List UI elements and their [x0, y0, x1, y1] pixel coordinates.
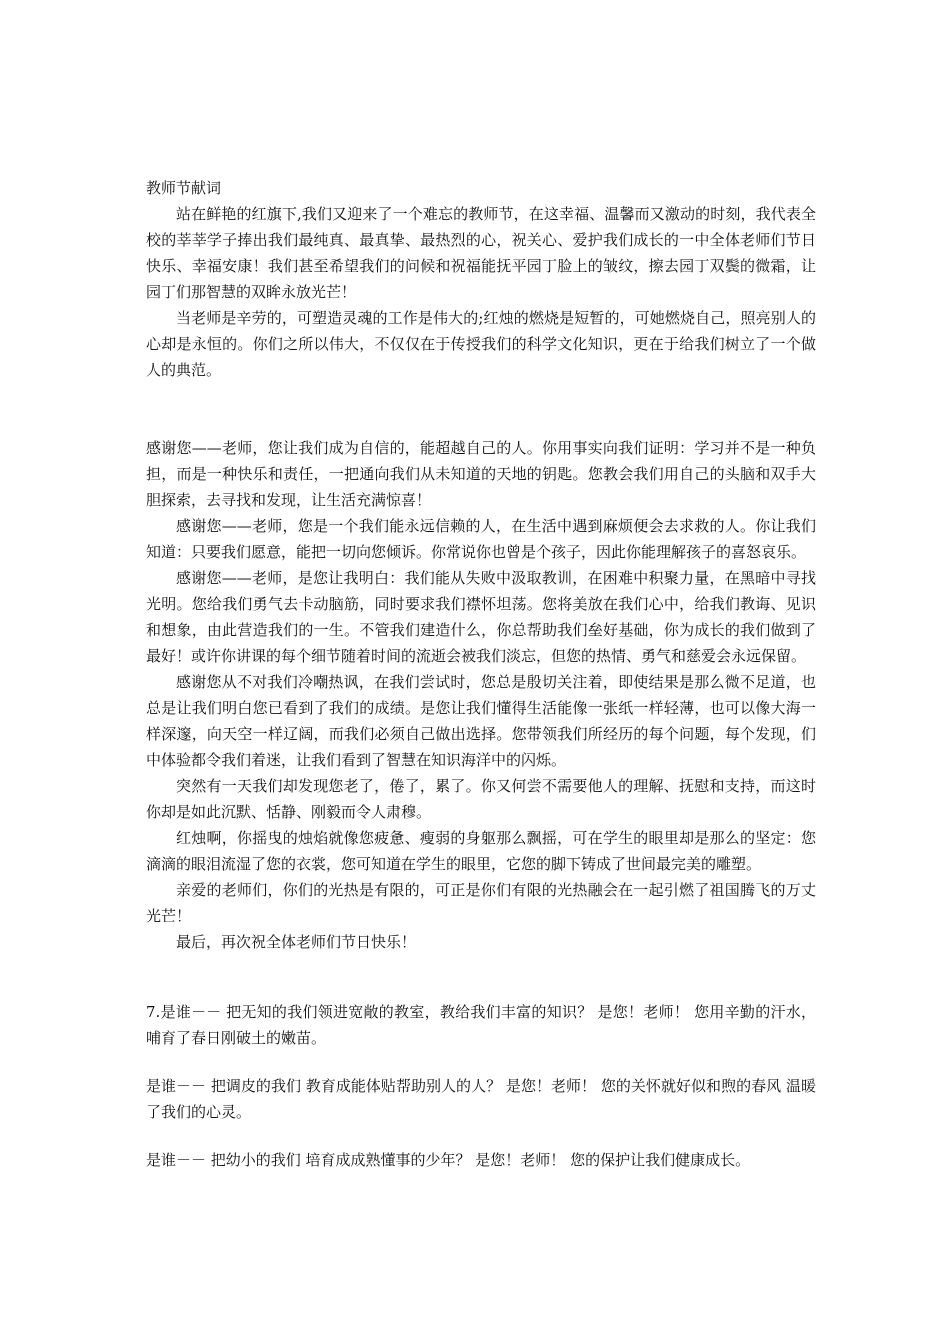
document-title: 教师节献词: [146, 179, 222, 197]
paragraph: 感谢您从不对我们冷嘲热讽，在我们尝试时，您总是殷切关注着，即使结果是那么微不足道，也总是让我们明白您已看到了我们的成绩。是您让我们懂得生活能像一张纸一样轻薄，也可以像大海一样深邃，向天空一样辽阔，而我们必须自己做出选择。您带领我们所经历的每个问题，每个发现，们中体验都令我们着迷，让我们看到了智慧在知识海洋中的闪烁。: [146, 673, 816, 769]
document-page: [146, 175, 816, 1173]
paragraph: 感谢您——老师，是您让我明白：我们能从失败中汲取教训，在困难中积聚力量，在黑暗中寻找光明。您给我们勇气去卡动脑筋，同时要求我们襟怀坦荡。您将美放在我们心中，给我们教诲、见识和想象，由此营造我们的一生。不管我们建造什么，你总帮助我们垒好基础，你为成长的我们做到了最好！或许你讲课的每个细节随着时间的流逝会被我们淡忘，但您的热情、勇气和慈爱会永远保留。: [146, 569, 816, 665]
paragraph-gap: [146, 1051, 816, 1073]
section-gap: [146, 955, 816, 999]
paragraph: 当老师是辛劳的，可塑造灵魂的工作是伟大的;红烛的燃烧是短暂的，可她燃烧自己，照亮别人的心却是永恒的。你们之所以伟大，不仅仅在于传授我们的科学文化知识，更在于给我们树立了一个做人的典范。: [146, 309, 816, 379]
question-paragraph: 是谁－－ 把幼小的我们 培育成成熟懂事的少年？ 是您！老师！ 您的保护让我们健康成长。: [146, 1151, 751, 1169]
question-paragraph: 7.是谁－－ 把无知的我们领进宽敞的教室，教给我们丰富的知识？ 是您！老师！ 您用辛勤的汗水， 哺育了春日刚破土的嫩苗。: [146, 1003, 816, 1047]
paragraph: 突然有一天我们却发现您老了，倦了，累了。你又何尝不需要他人的理解、抚慰和支持，而这时你却是如此沉默、恬静、刚毅而令人肃穆。: [146, 777, 816, 821]
question-paragraph: 是谁－－ 把调皮的我们 教育成能体贴帮助别人的人？ 是您！老师！ 您的关怀就好似和煦的春风 温暖了我们的心灵。: [146, 1077, 816, 1121]
section-gap: [146, 383, 816, 435]
paragraph: 亲爱的老师们，你们的光热是有限的，可正是你们有限的光热融会在一起引燃了祖国腾飞的万丈光芒！: [146, 881, 816, 925]
paragraph: 感谢您——老师，您让我们成为自信的，能超越自己的人。你用事实向我们证明：学习并不是一种负担，而是一种快乐和责任，一把通向我们从未知道的天地的钥匙。您教会我们用自己的头脑和双手大胆探索，去寻找和发现，让生活充满惊喜！: [146, 439, 816, 509]
paragraph: 红烛啊，你摇曳的烛焰就像您疲惫、瘦弱的身躯那么飘摇，可在学生的眼里却是那么的坚定：您滴滴的眼泪流湿了您的衣裳，您可知道在学生的眼里，它您的脚下铸成了世间最完美的雕塑。: [146, 829, 816, 873]
paragraph: 站在鲜艳的红旗下,我们又迎来了一个难忘的教师节，在这幸福、温馨而又激动的时刻，我代表全校的莘莘学子捧出我们最纯真、最真挚、最热烈的心，祝关心、爱护我们成长的一中全体老师们节日快乐、幸福安康！我们甚至希望我们的问候和祝福能抚平园丁脸上的皱纹，擦去园丁双鬓的微霜，让园丁们那智慧的双眸永放光芒！: [146, 205, 816, 301]
paragraph: 最后，再次祝全体老师们节日快乐！: [176, 933, 417, 951]
paragraph: 感谢您——老师，您是一个我们能永远信赖的人，在生活中遇到麻烦便会去求救的人。你让我们知道：只要我们愿意，能把一切向您倾诉。你常说你也曾是个孩子，因此你能理解孩子的喜怒哀乐。: [146, 517, 816, 561]
paragraph-gap: [146, 1125, 816, 1147]
